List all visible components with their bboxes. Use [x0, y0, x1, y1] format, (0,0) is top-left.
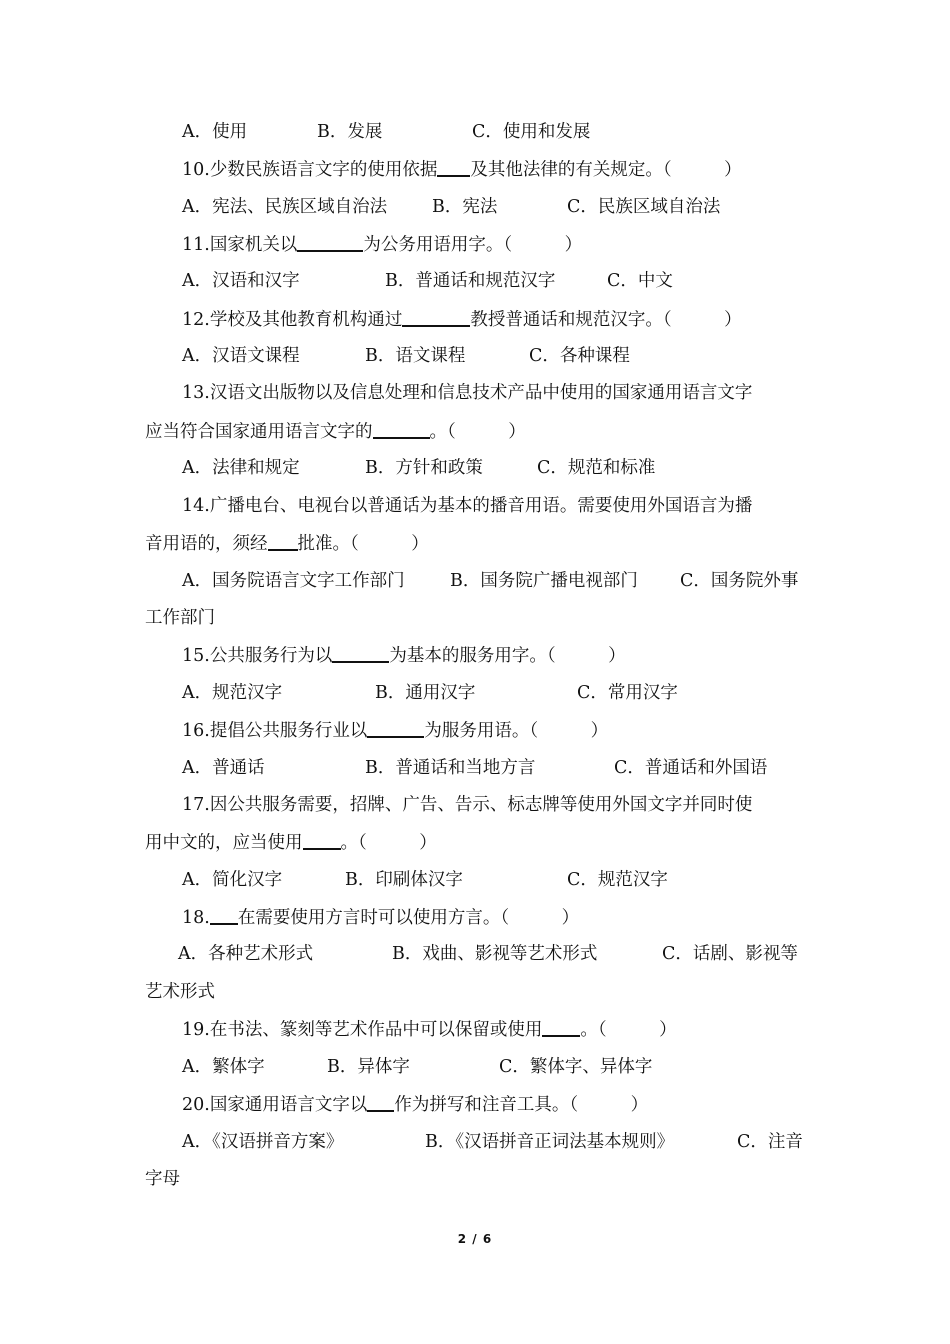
q14-option-b: B．国务院广播电视部门 [450, 571, 638, 591]
q16-option-b: B．普通话和当地方言 [365, 758, 536, 778]
answer-blank [268, 531, 298, 551]
q18-option-b: B．戏曲、影视等艺术形式 [392, 944, 598, 964]
answer-blank [542, 1017, 580, 1037]
answer-blank [402, 307, 470, 327]
q11-stem: 11.国家机关以 为公务用语用字。（ ） [182, 232, 582, 257]
q13-option-a: A．法律和规定 [182, 458, 300, 478]
answer-blank [332, 643, 389, 663]
q15-stem: 15.公共服务行为以 为基本的服务用字。（ ） [182, 643, 626, 668]
answer-blank [373, 419, 430, 439]
answer-blank [437, 157, 470, 177]
q19-option-a: A．繁体字 [182, 1057, 265, 1077]
answer-blank [367, 718, 424, 738]
q16-stem: 16.提倡公共服务行业以 为服务用语。（ ） [182, 718, 608, 743]
q20-option-a: A．《汉语拼音方案》 [182, 1132, 344, 1152]
q19-option-b: B．异体字 [327, 1057, 410, 1077]
q18-stem: 18. 在需要使用方言时可以使用方言。（ ） [182, 905, 579, 930]
q12-stem: 12.学校及其他教育机构通过 教授普通话和规范汉字。（ ） [182, 307, 742, 332]
q12-option-b: B．语文课程 [365, 346, 466, 366]
q10-option-c: C．民族区域自治法 [567, 197, 721, 217]
q14-option-a: A．国务院语言文字工作部门 [182, 571, 405, 591]
q9-option-b: B．发展 [317, 122, 383, 142]
q10-option-a: A．宪法、民族区域自治法 [182, 197, 388, 217]
q13-option-b: B．方针和政策 [365, 458, 483, 478]
answer-blank [367, 1092, 394, 1112]
page-number: 2 / 6 [457, 1232, 493, 1246]
q12-option-a: A．汉语文课程 [182, 346, 300, 366]
q13-stem-cont: 应当符合国家通用语言文字的 。（ ） [145, 419, 526, 444]
q14-stem-cont: 音用语的，须经 批准。（ ） [145, 531, 429, 556]
q18-option-c: C．话剧、影视等 [662, 944, 798, 964]
q13-option-c: C．规范和标准 [537, 458, 656, 478]
q18-option-c-cont: 艺术形式 [145, 982, 215, 1002]
q20-option-c: C．注音 [737, 1132, 803, 1152]
q14-stem: 14.广播电台、电视台以普通话为基本的播音用语。需要使用外国语言为播 [182, 496, 753, 516]
q20-stem: 20.国家通用语言文字以 作为拼写和注音工具。（ ） [182, 1092, 648, 1117]
q19-stem: 19.在书法、篆刻等艺术作品中可以保留或使用 。（ ） [182, 1017, 677, 1042]
answer-blank [303, 830, 341, 850]
q18-option-a: A．各种艺术形式 [178, 944, 314, 964]
q19-option-c: C．繁体字、异体字 [499, 1057, 653, 1077]
answer-blank [297, 232, 363, 252]
q11-option-a: A．汉语和汉字 [182, 271, 300, 291]
q11-option-b: B．普通话和规范汉字 [385, 271, 556, 291]
q20-option-c-cont: 字母 [145, 1169, 180, 1189]
q17-stem: 17.因公共服务需要，招牌、广告、告示、标志牌等使用外国文字并同时使 [182, 795, 753, 815]
q17-option-b: B．印刷体汉字 [345, 870, 463, 890]
q15-option-a: A．规范汉字 [182, 683, 283, 703]
q15-option-b: B．通用汉字 [375, 683, 476, 703]
q13-stem: 13.汉语文出版物以及信息处理和信息技术产品中使用的国家通用语言文字 [182, 383, 753, 403]
q20-option-b: B．《汉语拼音正词法基本规则》 [425, 1132, 675, 1152]
q14-option-c-cont: 工作部门 [145, 608, 215, 628]
q10-option-b: B．宪法 [432, 197, 498, 217]
q10-stem: 10.少数民族语言文字的使用依据 及其他法律的有关规定。（ ） [182, 157, 742, 182]
q15-option-c: C．常用汉字 [577, 683, 678, 703]
q17-stem-cont: 用中文的，应当使用 。（ ） [145, 830, 437, 855]
q16-option-c: C．普通话和外国语 [614, 758, 768, 778]
q9-option-c: C．使用和发展 [472, 122, 591, 142]
q17-option-c: C．规范汉字 [567, 870, 668, 890]
q14-option-c: C．国务院外事 [680, 571, 799, 591]
answer-blank [210, 905, 238, 925]
q12-option-c: C．各种课程 [529, 346, 630, 366]
q9-option-a: A．使用 [182, 122, 248, 142]
q11-option-c: C．中文 [607, 271, 673, 291]
q16-option-a: A．普通话 [182, 758, 265, 778]
q17-option-a: A．简化汉字 [182, 870, 283, 890]
